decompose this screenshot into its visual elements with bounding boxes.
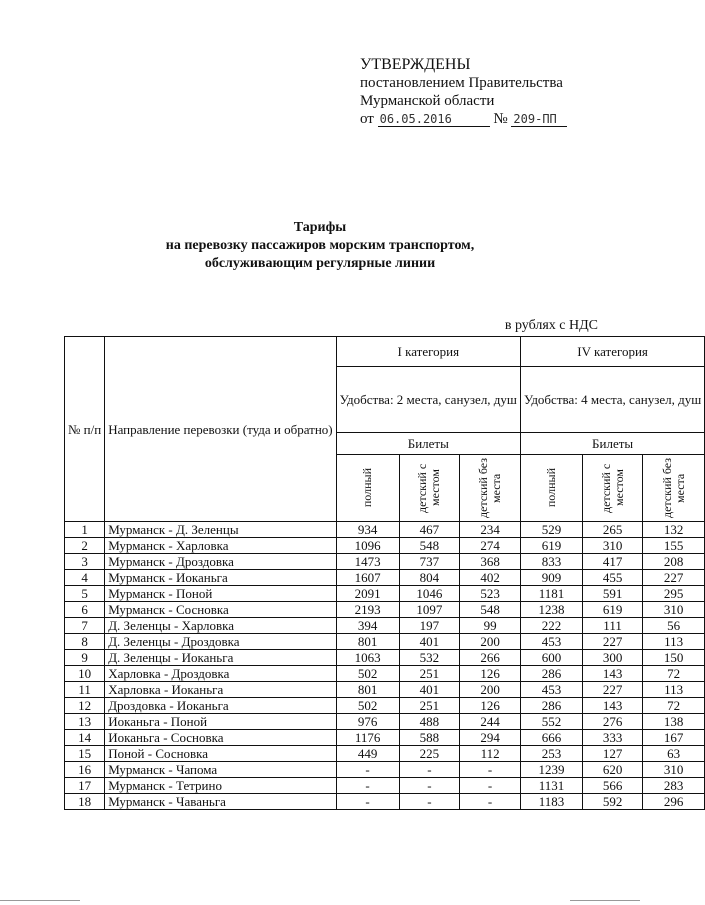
cat1-child-seat-price: 401 (399, 634, 460, 650)
cat4-child-seat-price: 127 (583, 746, 643, 762)
cat4-child-noseat-price: 310 (643, 602, 705, 618)
header-ticket-child-noseat-1: детский без места (460, 455, 521, 522)
route-name: Поной - Сосновка (105, 746, 336, 762)
route-name: Мурманск - Тетрино (105, 778, 336, 794)
header-row-number: № п/п (65, 337, 105, 522)
cat1-child-seat-price: 588 (399, 730, 460, 746)
cat1-child-noseat-price: 402 (460, 570, 521, 586)
cat1-full-price: 1063 (336, 650, 399, 666)
table-row (65, 714, 705, 730)
cat1-child-seat-price: 532 (399, 650, 460, 666)
cat4-child-seat-price: 143 (583, 698, 643, 714)
route-name: Мурманск - Д. Зеленцы (105, 522, 336, 538)
route-name: Мурманск - Сосновка (105, 602, 336, 618)
table-row (65, 730, 705, 746)
route-name: Д. Зеленцы - Иоканьга (105, 650, 336, 666)
cat1-full-price: 2091 (336, 586, 399, 602)
cat4-child-seat-price: 455 (583, 570, 643, 586)
header-ticket-child-seat-4: детский с местом (583, 455, 643, 522)
table-row (65, 522, 705, 538)
cat4-child-seat-price: 276 (583, 714, 643, 730)
cat4-child-noseat-price: 138 (643, 714, 705, 730)
cat1-child-seat-price: 225 (399, 746, 460, 762)
approval-stamp (360, 56, 567, 128)
cat4-full-price: 222 (520, 618, 582, 634)
cat4-full-price: 909 (520, 570, 582, 586)
cat4-child-noseat-price: 310 (643, 762, 705, 778)
cat1-child-noseat-price: - (460, 762, 521, 778)
route-name: Д. Зеленцы - Харловка (105, 618, 336, 634)
cat1-child-seat-price: 251 (399, 698, 460, 714)
route-name: Мурманск - Поной (105, 586, 336, 602)
cat4-child-noseat-price: 283 (643, 778, 705, 794)
header-category-4: IV категория (520, 337, 704, 367)
table-row (65, 602, 705, 618)
cat1-full-price: 801 (336, 634, 399, 650)
cat4-child-noseat-price: 132 (643, 522, 705, 538)
cat4-full-price: 619 (520, 538, 582, 554)
cat4-full-price: 1238 (520, 602, 582, 618)
cat4-full-price: 666 (520, 730, 582, 746)
cat1-child-seat-price: - (399, 762, 460, 778)
row-number: 16 (65, 762, 105, 778)
row-number: 11 (65, 682, 105, 698)
cat1-full-price: 449 (336, 746, 399, 762)
table-row (65, 538, 705, 554)
cat4-full-price: 286 (520, 666, 582, 682)
route-name: Мурманск - Иоканьга (105, 570, 336, 586)
cat1-child-noseat-price: 368 (460, 554, 521, 570)
row-number: 18 (65, 794, 105, 810)
cat4-child-noseat-price: 296 (643, 794, 705, 810)
row-number: 10 (65, 666, 105, 682)
row-number: 14 (65, 730, 105, 746)
cat4-child-noseat-price: 227 (643, 570, 705, 586)
route-name: Мурманск - Чапома (105, 762, 336, 778)
cat4-child-noseat-price: 150 (643, 650, 705, 666)
row-number: 7 (65, 618, 105, 634)
row-number: 4 (65, 570, 105, 586)
footer-rule-right (570, 900, 640, 901)
cat1-child-noseat-price: 244 (460, 714, 521, 730)
table-row (65, 586, 705, 602)
route-name: Харловка - Дроздовка (105, 666, 336, 682)
cat4-child-noseat-price: 167 (643, 730, 705, 746)
cat1-child-noseat-price: 523 (460, 586, 521, 602)
cat4-full-price: 529 (520, 522, 582, 538)
cat4-child-seat-price: 417 (583, 554, 643, 570)
table-row (65, 762, 705, 778)
cat1-child-noseat-price: 294 (460, 730, 521, 746)
cat1-child-seat-price: 737 (399, 554, 460, 570)
row-number: 5 (65, 586, 105, 602)
approval-date-line (360, 110, 567, 128)
cat1-child-noseat-price: - (460, 794, 521, 810)
title-line-1: Тарифы (293, 220, 347, 235)
table-row (65, 746, 705, 762)
cat4-child-seat-price: 620 (583, 762, 643, 778)
header-tickets-1: Билеты (336, 433, 520, 455)
row-number: 9 (65, 650, 105, 666)
cat4-child-noseat-price: 63 (643, 746, 705, 762)
route-name: Иоканьга - Поной (105, 714, 336, 730)
cat1-full-price: - (336, 762, 399, 778)
cat1-child-noseat-price: 274 (460, 538, 521, 554)
cat4-child-seat-price: 265 (583, 522, 643, 538)
cat1-full-price: 1473 (336, 554, 399, 570)
cat1-full-price: 934 (336, 522, 399, 538)
header-route: Направление перевозки (туда и обратно) (105, 337, 336, 522)
cat1-full-price: 502 (336, 666, 399, 682)
table-row (65, 650, 705, 666)
header-ticket-full-1: полный (336, 455, 399, 522)
route-name: Мурманск - Дроздовка (105, 554, 336, 570)
cat1-child-noseat-price: 126 (460, 698, 521, 714)
cat1-child-noseat-price: 548 (460, 602, 521, 618)
cat1-child-noseat-price: - (460, 778, 521, 794)
cat4-child-seat-price: 111 (583, 618, 643, 634)
cat1-child-seat-price: 251 (399, 666, 460, 682)
approval-date: 06.05.2016 (378, 112, 490, 127)
cat1-child-noseat-price: 200 (460, 634, 521, 650)
table-row (65, 618, 705, 634)
cat4-child-noseat-price: 155 (643, 538, 705, 554)
row-number: 6 (65, 602, 105, 618)
header-category-1-amenities: Удобства: 2 места, санузел, душ (336, 367, 520, 433)
cat1-child-seat-price: 401 (399, 682, 460, 698)
cat4-child-seat-price: 227 (583, 682, 643, 698)
cat4-full-price: 1181 (520, 586, 582, 602)
table-row (65, 554, 705, 570)
cat1-child-seat-price: - (399, 778, 460, 794)
table-row (65, 682, 705, 698)
header-category-1: I категория (336, 337, 520, 367)
approval-number-label: № (493, 111, 508, 127)
cat4-full-price: 286 (520, 698, 582, 714)
row-number: 2 (65, 538, 105, 554)
cat4-full-price: 453 (520, 634, 582, 650)
header-ticket-full-4: полный (520, 455, 582, 522)
cat1-full-price: 502 (336, 698, 399, 714)
cat4-child-seat-price: 310 (583, 538, 643, 554)
title-line-2: на перевозку пассажиров морским транспортом, (165, 238, 475, 253)
cat1-child-seat-price: 197 (399, 618, 460, 634)
cat4-child-noseat-price: 72 (643, 698, 705, 714)
table-row (65, 570, 705, 586)
cat4-child-seat-price: 619 (583, 602, 643, 618)
cat1-child-seat-price: - (399, 794, 460, 810)
cat1-full-price: 1607 (336, 570, 399, 586)
cat4-child-noseat-price: 295 (643, 586, 705, 602)
cat4-full-price: 1131 (520, 778, 582, 794)
cat4-child-noseat-price: 56 (643, 618, 705, 634)
row-number: 8 (65, 634, 105, 650)
tariff-table (64, 336, 705, 810)
cat4-child-noseat-price: 208 (643, 554, 705, 570)
cat4-full-price: 1239 (520, 762, 582, 778)
cat4-child-seat-price: 227 (583, 634, 643, 650)
units-note: в рублях с НДС (504, 318, 598, 333)
row-number: 15 (65, 746, 105, 762)
cat4-child-seat-price: 143 (583, 666, 643, 682)
cat1-child-seat-price: 1097 (399, 602, 460, 618)
cat1-child-seat-price: 804 (399, 570, 460, 586)
table-row (65, 666, 705, 682)
cat1-full-price: 1176 (336, 730, 399, 746)
cat1-child-seat-price: 488 (399, 714, 460, 730)
cat4-full-price: 253 (520, 746, 582, 762)
cat1-child-noseat-price: 126 (460, 666, 521, 682)
header-ticket-child-noseat-4: детский без места (643, 455, 705, 522)
cat4-child-seat-price: 333 (583, 730, 643, 746)
route-name: Мурманск - Харловка (105, 538, 336, 554)
cat1-full-price: 801 (336, 682, 399, 698)
table-row (65, 634, 705, 650)
approval-heading: УТВЕРЖДЕНЫ (360, 56, 471, 73)
cat1-child-noseat-price: 112 (460, 746, 521, 762)
cat1-child-seat-price: 1046 (399, 586, 460, 602)
cat4-full-price: 600 (520, 650, 582, 666)
approval-line-2: Мурманской области (360, 93, 495, 109)
row-number: 13 (65, 714, 105, 730)
cat1-full-price: 976 (336, 714, 399, 730)
approval-from-label: от (360, 111, 374, 127)
route-name: Мурманск - Чаваньга (105, 794, 336, 810)
row-number: 17 (65, 778, 105, 794)
table-row (65, 778, 705, 794)
cat1-full-price: - (336, 778, 399, 794)
approval-line-1: постановлением Правительства (360, 75, 563, 91)
cat4-child-seat-price: 566 (583, 778, 643, 794)
cat1-full-price: 2193 (336, 602, 399, 618)
tariff-table-body (65, 522, 705, 810)
cat4-full-price: 1183 (520, 794, 582, 810)
document-title (0, 219, 640, 273)
cat4-full-price: 453 (520, 682, 582, 698)
cat4-child-noseat-price: 113 (643, 634, 705, 650)
cat1-child-noseat-price: 99 (460, 618, 521, 634)
cat1-child-noseat-price: 234 (460, 522, 521, 538)
route-name: Иоканьга - Сосновка (105, 730, 336, 746)
row-number: 12 (65, 698, 105, 714)
cat1-child-noseat-price: 200 (460, 682, 521, 698)
cat4-child-seat-price: 300 (583, 650, 643, 666)
cat1-child-noseat-price: 266 (460, 650, 521, 666)
cat4-full-price: 552 (520, 714, 582, 730)
cat4-full-price: 833 (520, 554, 582, 570)
approval-number: 209-ПП (511, 112, 567, 127)
header-tickets-4: Билеты (520, 433, 704, 455)
route-name: Д. Зеленцы - Дроздовка (105, 634, 336, 650)
cat4-child-noseat-price: 113 (643, 682, 705, 698)
header-category-4-amenities: Удобства: 4 места, санузел, душ (520, 367, 704, 433)
route-name: Харловка - Иоканьга (105, 682, 336, 698)
cat1-full-price: 394 (336, 618, 399, 634)
cat4-child-noseat-price: 72 (643, 666, 705, 682)
route-name: Дроздовка - Иоканьга (105, 698, 336, 714)
row-number: 1 (65, 522, 105, 538)
cat4-child-seat-price: 591 (583, 586, 643, 602)
cat1-full-price: - (336, 794, 399, 810)
row-number: 3 (65, 554, 105, 570)
cat4-child-seat-price: 592 (583, 794, 643, 810)
table-row (65, 698, 705, 714)
cat1-child-seat-price: 548 (399, 538, 460, 554)
title-line-3: обслуживающим регулярные линии (204, 256, 436, 271)
cat1-child-seat-price: 467 (399, 522, 460, 538)
cat1-full-price: 1096 (336, 538, 399, 554)
table-row (65, 794, 705, 810)
footer-rule-left (0, 900, 80, 901)
header-ticket-child-seat-1: детский с местом (399, 455, 460, 522)
